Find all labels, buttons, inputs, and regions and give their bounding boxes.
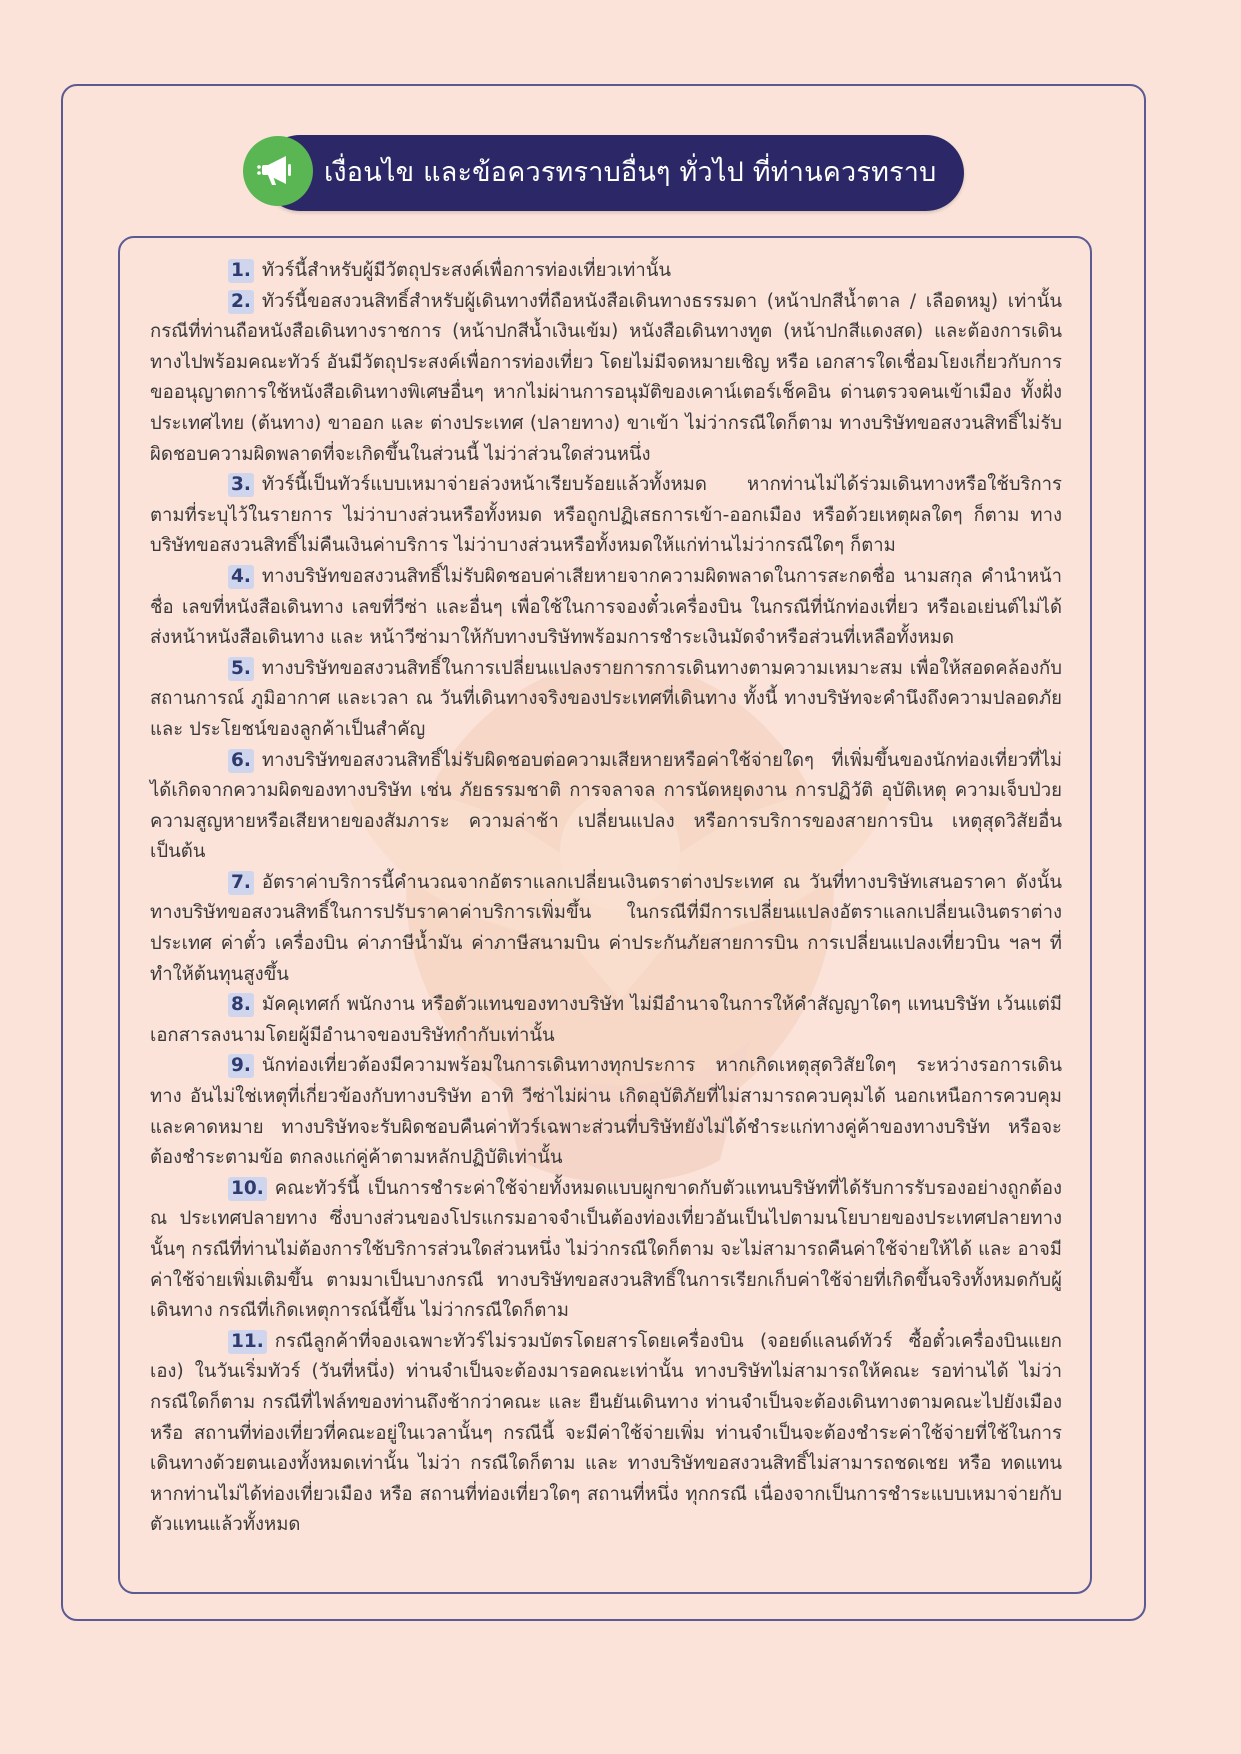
clause-number: 5. bbox=[228, 657, 254, 681]
terms-content bbox=[118, 236, 1092, 1594]
clause-text: ทางบริษัทขอสงวนสิทธิ์ไม่รับผิดชอบต่อความเสียหายหรือค่าใช้จ่ายใดๆ ที่เพิ่มขึ้นของนักท่องเที่ยวที่ไม่ได้เกิดจากความผิดของทางบริษัท เช่น ภัยธรรมชาติ การจลาจล การนัดหยุดงาน การปฏิวัติ อุบัติเหตุ ความเจ็บป่วย ความสูญหายหรือเสียหายของสัมภาระ ความล่าช้า เปลี่ยนแปลง หรือการบริการของสายการบิน เหตุสุดวิสัยอื่น เป็นต้น bbox=[150, 749, 1062, 863]
clause-10 bbox=[150, 1174, 1062, 1327]
clause-4 bbox=[150, 562, 1062, 654]
clause-number: 4. bbox=[228, 565, 254, 589]
clause-3 bbox=[150, 470, 1062, 562]
clause-text: ทางบริษัทขอสงวนสิทธิ์ในการเปลี่ยนแปลงรายการการเดินทางตามความเหมาะสม เพื่อให้สอดคล้องกับ สถานการณ์ ภูมิอากาศ และเวลา ณ วันที่เดินทางจริงของประเทศที่เดินทาง ทั้งนี้ ทางบริษัทจะคำนึงถึงความปลอดภัย และ ประโยชน์ของลูกค้าเป็นสำคัญ bbox=[150, 657, 1062, 740]
clause-number: 11. bbox=[228, 1330, 267, 1354]
clause-number: 2. bbox=[228, 290, 254, 314]
clause-11 bbox=[150, 1327, 1062, 1541]
megaphone-badge bbox=[243, 136, 313, 206]
clause-text: มัคคุเทศก์ พนักงาน หรือตัวแทนของทางบริษัท ไม่มีอำนาจในการให้คำสัญญาใดๆ แทนบริษัท เว้นแต่มีเอกสารลงนามโดยผู้มีอำนาจของบริษัทกำกับเท่านั้น bbox=[150, 994, 1062, 1046]
clause-number: 9. bbox=[228, 1054, 254, 1078]
clause-number: 8. bbox=[228, 993, 254, 1017]
clause-6 bbox=[150, 746, 1062, 868]
page-title: เงื่อนไข และข้อควรทราบอื่นๆ ทั่วไป ที่ท่านควรทราบ bbox=[324, 157, 937, 188]
clause-text: ทัวร์นี้สำหรับผู้มีวัตถุประสงค์เพื่อการท่องเที่ยวเท่านั้น bbox=[261, 260, 672, 281]
title-banner bbox=[262, 135, 964, 211]
clause-text: อัตราค่าบริการนี้คำนวณจากอัตราแลกเปลี่ยนเงินตราต่างประเทศ ณ วันที่ทางบริษัทเสนอราคา ดังนั้น ทางบริษัทขอสงวนสิทธิ์ในการปรับราคาค่าบริการเพิ่มขึ้น ในกรณีที่มีการเปลี่ยนแปลงอัตราแลกเปลี่ยนเงินตราต่างประเทศ ค่าตั๋ว เครื่องบิน ค่าภาษีน้ำมัน ค่าภาษีสนามบิน ค่าประกันภัยสายการบิน การเปลี่ยนแปลงเที่ยวบิน ฯลฯ ที่ทำให้ต้นทุนสูงขึ้น bbox=[150, 871, 1062, 985]
clause-8 bbox=[150, 990, 1062, 1051]
clause-5 bbox=[150, 654, 1062, 746]
clause-1 bbox=[150, 256, 1062, 287]
clause-number: 3. bbox=[228, 473, 254, 497]
clause-7 bbox=[150, 868, 1062, 990]
clause-2 bbox=[150, 287, 1062, 471]
clause-number: 1. bbox=[228, 259, 254, 283]
clause-text: ทางบริษัทขอสงวนสิทธิ์ไม่รับผิดชอบค่าเสียหายจากความผิดพลาดในการสะกดชื่อ นามสกุล คำนำหน้าชื่อ เลขที่หนังสือเดินทาง เลขที่วีซ่า และอื่นๆ เพื่อใช้ในการจองตั๋วเครื่องบิน ในกรณีที่นักท่องเที่ยว หรือเอเย่นต์ไม่ได้ส่งหน้าหนังสือเดินทาง และ หน้าวีซ่ามาให้กับทางบริษัทพร้อมการชำระเงินมัดจำหรือส่วนที่เหลือทั้งหมด bbox=[150, 565, 1062, 649]
clause-text: กรณีลูกค้าที่จองเฉพาะทัวร์ไม่รวมบัตรโดยสารโดยเครื่องบิน (จอยด์แลนด์ทัวร์ ซื้อตั๋วเครื่องบินแยกเอง) ในวันเริ่มทัวร์ (วันที่หนึ่ง) ท่านจำเป็นจะต้องมารอคณะเท่านั้น ทางบริษัทไม่สามารถให้คณะ รอท่านได้ ไม่ว่ากรณีใดก็ตาม กรณีที่ไฟล์ทของท่านถึงช้ากว่าคณะ และ ยืนยันเดินทาง ท่านจำเป็นจะต้องเดินทางตามคณะไปยังเมือง หรือ สถานที่ท่องเที่ยวที่คณะอยู่ในเวลานั้นๆ กรณีนี้ จะมีค่าใช้จ่ายเพิ่ม ท่านจำเป็นจะต้องชำระค่าใช้จ่ายที่ใช้ในการเดินทางด้วยตนเองทั้งหมดเท่านั้น ไม่ว่า กรณีใดก็ตาม และ ทางบริษัทขอสงวนสิทธิ์ไม่สามารถชดเชย หรือ ทดแทน หากท่านไม่ได้ท่องเที่ยวเมือง หรือ สถานที่ท่องเที่ยวใดๆ สถานที่หนึ่ง ทุกกรณี เนื่องจากเป็นการชำระแบบเหมาจ่ายกับตัวแทนแล้วทั้งหมด bbox=[150, 1330, 1062, 1536]
clause-text: ทัวร์นี้ขอสงวนสิทธิ์สำหรับผู้เดินทางที่ถือหนังสือเดินทางธรรมดา (หน้าปกสีน้ำตาล / เลือดหมู) เท่านั้น กรณีที่ท่านถือหนังสือเดินทางราชการ (หน้าปกสีน้ำเงินเข้ม) หนังสือเดินทางทูต (หน้าปกสีแดงสด) และต้องการเดินทางไปพร้อมคณะทัวร์ อันมีวัตถุประสงค์เพื่อการท่องเที่ยว โดยไม่มีจดหมายเชิญ หรือ เอกสารใดเชื่อมโยงเกี่ยวกับการขออนุญาตการใช้หนังสือเดินทางพิเศษอื่นๆ หากไม่ผ่านการอนุมัติของเคาน์เตอร์เช็คอิน ด่านตรวจคนเข้าเมือง ทั้งฝั่งประเทศไทย (ต้นทาง) ขาออก และ ต่างประเทศ (ปลายทาง) ขาเข้า ไม่ว่ากรณีใดก็ตาม ทางบริษัทขอสงวนสิทธิ์ไม่รับผิดชอบความผิดพลาดที่จะเกิดขึ้นในส่วนนี้ ไม่ว่าส่วนใดส่วนหนึ่ง bbox=[150, 290, 1062, 465]
clause-number: 10. bbox=[228, 1177, 267, 1201]
clause-text: นักท่องเที่ยวต้องมีความพร้อมในการเดินทางทุกประการ หากเกิดเหตุสุดวิสัยใดๆ ระหว่างรอการเดินทาง อันไม่ใช่เหตุที่เกี่ยวข้องกับทางบริษัท อาทิ วีซ่าไม่ผ่าน เกิดอุบัติภัยที่ไม่สามารถควบคุมได้ นอกเหนือการควบคุมและคาดหมาย ทางบริษัทจะรับผิดชอบคืนค่าทัวร์เฉพาะส่วนที่บริษัทยังไม่ได้ชำระแก่ทางคู่ค้าของทางบริษัท หรือจะต้องชำระตามข้อ ตกลงแก่คู่ค้าตามหลักปฏิบัติเท่านั้น bbox=[150, 1055, 1062, 1169]
clause-number: 7. bbox=[228, 871, 254, 895]
clause-9 bbox=[150, 1051, 1062, 1173]
clause-text: คณะทัวร์นี้ เป็นการชำระค่าใช้จ่ายทั้งหมดแบบผูกขาดกับตัวแทนบริษัทที่ได้รับการรับรองอย่างถูกต้อง ณ ประเทศปลายทาง ซึ่งบางส่วนของโปรแกรมอาจจำเป็นต้องท่องเที่ยวอันเป็นไปตามนโยบายของประเทศปลายทางนั้นๆ กรณีที่ท่านไม่ต้องการใช้บริการส่วนใดส่วนหนึ่ง ไม่ว่ากรณีใดก็ตาม จะไม่สามารถคืนค่าใช้จ่ายให้ได้ และ อาจมีค่าใช้จ่ายเพิ่มเติมขึ้น ตามมาเป็นบางกรณี ทางบริษัทขอสงวนสิทธิ์ในการเรียกเก็บค่าใช้จ่ายที่เกิดขึ้นจริงทั้งหมดกับผู้เดินทาง กรณีที่เกิดเหตุการณ์นี้ขึ้น ไม่ว่ากรณีใดก็ตาม bbox=[150, 1177, 1062, 1322]
clause-number: 6. bbox=[228, 749, 254, 773]
megaphone-icon bbox=[256, 151, 300, 191]
clause-text: ทัวร์นี้เป็นทัวร์แบบเหมาจ่ายล่วงหน้าเรียบร้อยแล้วทั้งหมด หากท่านไม่ได้ร่วมเดินทางหรือใช้บริการตามที่ระบุไว้ในรายการ ไม่ว่าบางส่วนหรือทั้งหมด หรือถูกปฏิเสธการเข้า-ออกเมือง หรือด้วยเหตุผลใดๆ ก็ตาม ทางบริษัทขอสงวนสิทธิ์ไม่คืนเงินค่าบริการ ไม่ว่าบางส่วนหรือทั้งหมดให้แก่ท่านไม่ว่ากรณีใดๆ ก็ตาม bbox=[150, 474, 1062, 557]
